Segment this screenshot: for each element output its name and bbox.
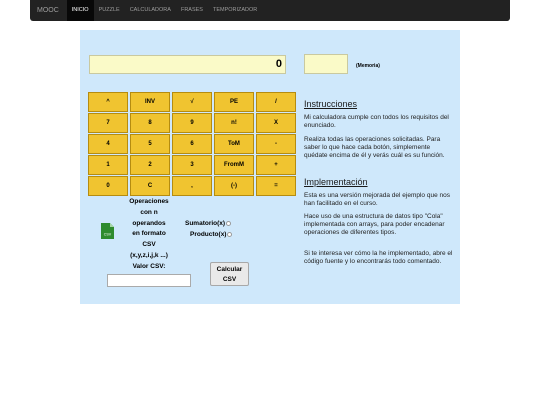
key-7[interactable]: 7 (88, 113, 128, 133)
key-factorial[interactable]: n! (214, 113, 254, 133)
nav-link-temporizador[interactable]: TEMPORIZADOR (212, 7, 258, 13)
instructions-paragraph: Realiza todas las operaciones solicitadas. Para saber lo que hace cada botón, simplemente quédate encima de él y verás cuál es su función. (304, 136, 445, 159)
ops-line: Operaciones (129, 198, 169, 205)
key-8[interactable]: 8 (130, 113, 170, 133)
key-2[interactable]: 2 (130, 155, 170, 175)
sumatorio-radio[interactable] (226, 221, 231, 226)
key-subtract[interactable]: - (256, 134, 296, 154)
key-equals[interactable]: = (256, 176, 296, 196)
key-9[interactable]: 9 (172, 113, 212, 133)
producto-label: Producto(x) (190, 231, 227, 238)
implementation-heading: Implementación (304, 177, 368, 187)
key-power[interactable]: ^ (88, 92, 128, 112)
calculate-csv-button[interactable] (210, 262, 249, 286)
key-to-memory[interactable]: ToM (214, 134, 254, 154)
nav-link-inicio[interactable]: INICIO (67, 0, 94, 21)
key-sqrt[interactable]: √ (172, 92, 212, 112)
producto-option[interactable] (190, 231, 232, 238)
ops-line: (x,y,z,i,j,k ...) (130, 251, 168, 259)
key-add[interactable]: + (256, 155, 296, 175)
csv-file-icon (101, 223, 114, 239)
keypad (88, 92, 296, 196)
nav-link-calculadora[interactable]: CALCULADORA (129, 7, 171, 13)
key-clear[interactable]: C (130, 176, 170, 196)
calculator-panel (80, 30, 460, 304)
key-from-memory[interactable]: FromM (214, 155, 254, 175)
key-multiply[interactable]: X (256, 113, 296, 133)
ops-line: con n (140, 208, 158, 216)
key-3[interactable]: 3 (172, 155, 212, 175)
key-0[interactable]: 0 (88, 176, 128, 196)
calculate-csv-label: Calcular (216, 266, 243, 273)
memory-display[interactable] (304, 54, 348, 74)
implementation-paragraph: Esta es una versión mejorada del ejemplo que nos han facilitado en el curso. (304, 192, 450, 207)
csv-icon-label: CSV (103, 232, 112, 237)
key-5[interactable]: 5 (130, 134, 170, 154)
implementation-paragraph: Hace uso de una estructura de datos tipo "Cola" implementada con arrays, para poder encadenar operaciones de diferentes tipos. (304, 213, 445, 236)
key-1[interactable]: 1 (88, 155, 128, 175)
calculate-csv-label: CSV (222, 276, 237, 283)
memory-label: (Memoria) (356, 63, 380, 69)
csv-value-input[interactable] (107, 274, 191, 287)
csv-value-label: Valor CSV: (132, 262, 166, 270)
ops-line: operandos (132, 219, 166, 227)
instructions-paragraph: Mi calculadora cumple con todos los requisitos del enunciado. (304, 114, 449, 129)
implementation-paragraph: Si te interesa ver cómo la he implementado, abre el código fuente y lo encontrarás todo comentado. (304, 250, 453, 265)
key-decimal[interactable]: , (172, 176, 212, 196)
sumatorio-label: Sumatorio(x) (185, 220, 226, 227)
navbar-brand[interactable]: MOOC (37, 7, 59, 14)
nav-link-frases[interactable]: FRASES (180, 7, 203, 13)
ops-line: en formato (132, 230, 166, 238)
top-navbar (30, 0, 510, 21)
producto-radio[interactable] (227, 232, 232, 237)
ops-line: CSV (142, 241, 156, 249)
key-4[interactable]: 4 (88, 134, 128, 154)
csv-operations-description (123, 197, 175, 273)
key-divide[interactable]: / (256, 92, 296, 112)
key-inverse[interactable]: INV (130, 92, 170, 112)
key-6[interactable]: 6 (172, 134, 212, 154)
key-negate[interactable]: (-) (214, 176, 254, 196)
sumatorio-option[interactable] (185, 220, 231, 227)
instructions-heading: Instrucciones (304, 99, 358, 109)
nav-link-puzzle[interactable]: PUZZLE (98, 7, 120, 13)
calculator-display[interactable]: 0 (89, 55, 286, 74)
key-integer-part[interactable]: PE (214, 92, 254, 112)
